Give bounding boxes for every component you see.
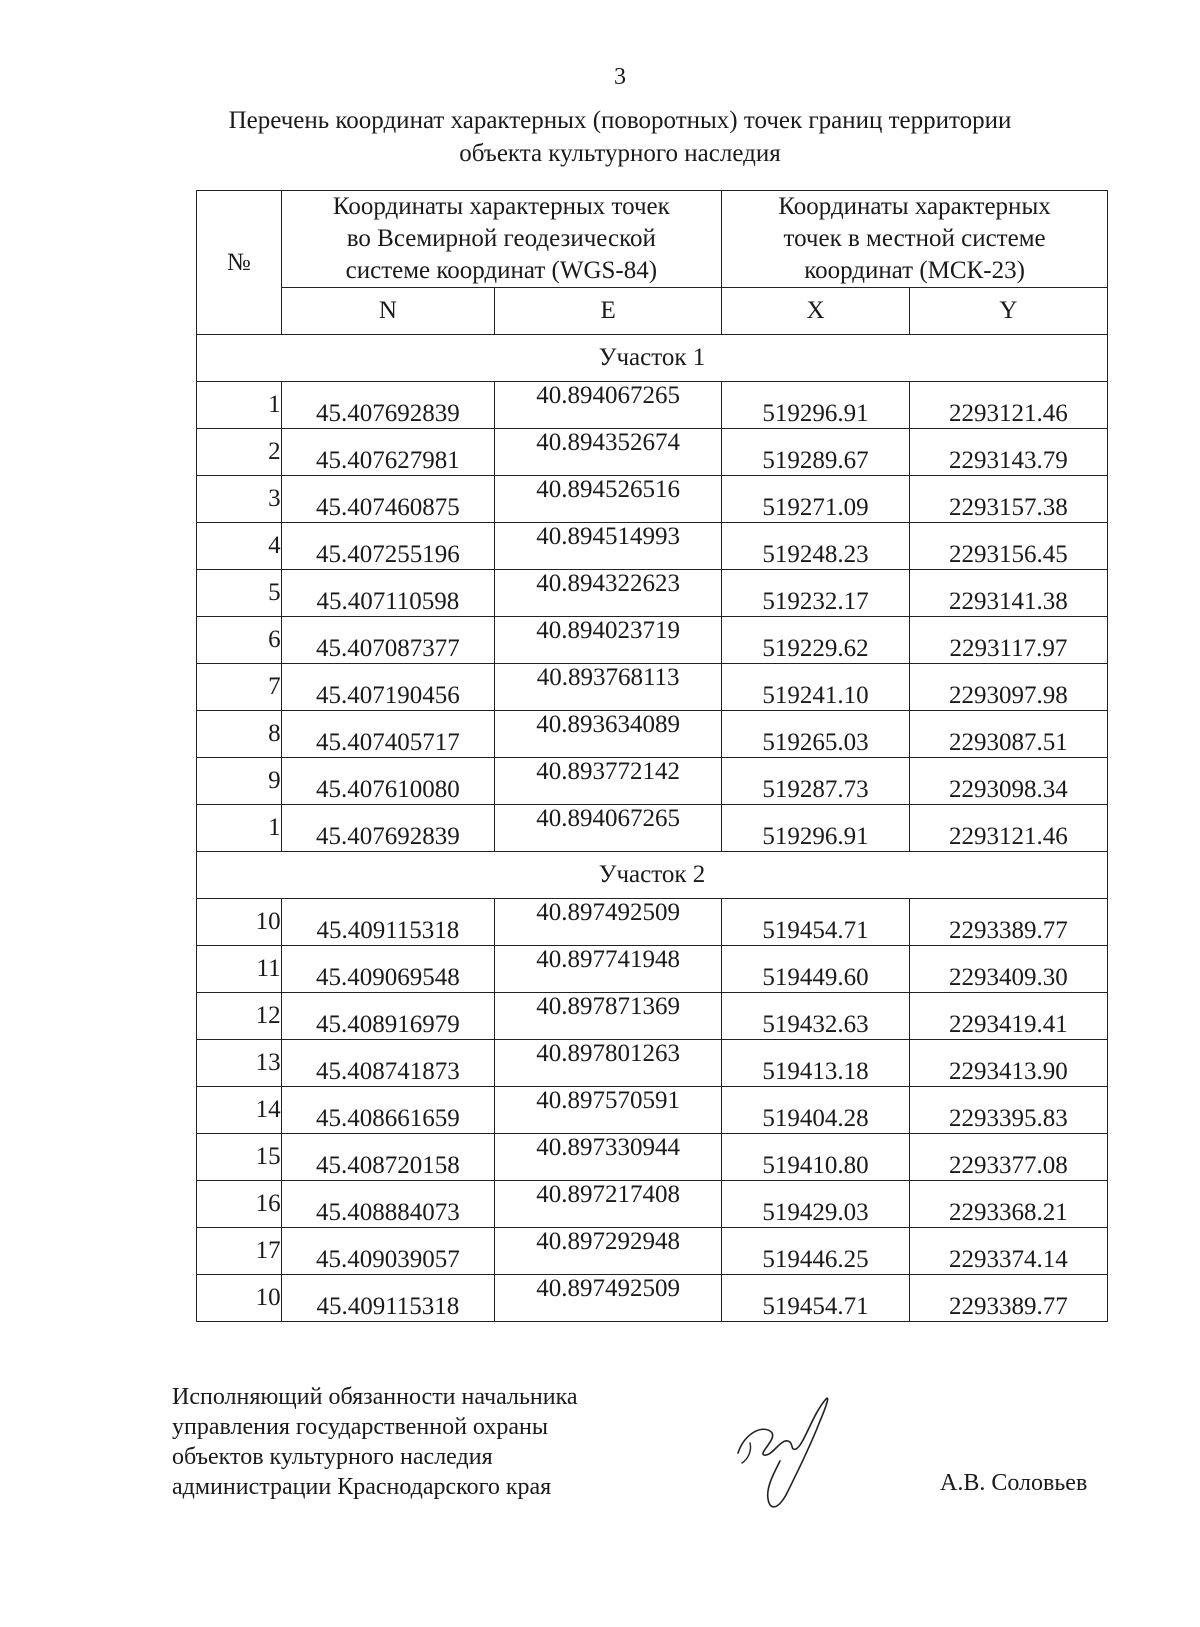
msk-y-cell: 2293121.46 — [909, 805, 1107, 852]
longitude-e-cell: 40.893768113 — [495, 664, 722, 711]
latitude-n-cell: 45.408741873 — [281, 1040, 495, 1087]
longitude-e-cell: 40.897330944 — [495, 1134, 722, 1181]
msk-x-cell: 519296.91 — [722, 382, 910, 429]
header-wgs84-line-1: Координаты характерных точек — [332, 193, 670, 220]
latitude-n-cell: 45.407190456 — [281, 664, 495, 711]
msk-x-cell: 519296.91 — [722, 805, 910, 852]
point-number-cell: 10 — [197, 899, 282, 946]
table-row — [197, 429, 1108, 476]
latitude-n-cell: 45.407692839 — [281, 805, 495, 852]
longitude-e-cell: 40.894352674 — [495, 429, 722, 476]
msk-y-cell: 2293117.97 — [909, 617, 1107, 664]
point-number-cell: 8 — [197, 711, 282, 758]
point-number-cell: 12 — [197, 993, 282, 1040]
header-wgs84-line-3: системе координат (WGS-84) — [345, 257, 658, 284]
msk-x-cell: 519454.71 — [722, 1275, 910, 1322]
longitude-e-cell: 40.897492509 — [495, 1275, 722, 1322]
signatory-position — [172, 1382, 578, 1502]
longitude-e-cell: 40.897292948 — [495, 1228, 722, 1275]
section-label: Участок 1 — [197, 335, 1108, 382]
page-number: 3 — [614, 64, 626, 90]
longitude-e-cell: 40.894067265 — [495, 805, 722, 852]
header-wgs84-line-2: во Всемирной геодезической — [346, 225, 656, 252]
msk-x-cell: 519229.62 — [722, 617, 910, 664]
header-msk23 — [722, 191, 1108, 288]
table-row — [197, 758, 1108, 805]
msk-x-cell: 519248.23 — [722, 523, 910, 570]
table-row — [197, 1040, 1108, 1087]
title-line-1: Перечень координат характерных (поворотных) точек границ территории — [228, 107, 1012, 134]
msk-x-cell: 519241.10 — [722, 664, 910, 711]
msk-x-cell: 519232.17 — [722, 570, 910, 617]
msk-x-cell: 519271.09 — [722, 476, 910, 523]
title-line-2: объекта культурного наследия — [459, 140, 781, 167]
header-x: X — [722, 288, 910, 335]
table-row — [197, 805, 1108, 852]
msk-x-cell: 519449.60 — [722, 946, 910, 993]
latitude-n-cell: 45.408720158 — [281, 1134, 495, 1181]
longitude-e-cell: 40.894514993 — [495, 523, 722, 570]
latitude-n-cell: 45.407610080 — [281, 758, 495, 805]
msk-x-cell: 519432.63 — [722, 993, 910, 1040]
signer-name: А.В. Соловьев — [940, 1470, 1088, 1496]
table-row — [197, 570, 1108, 617]
latitude-n-cell: 45.407627981 — [281, 429, 495, 476]
header-wgs84 — [281, 191, 722, 288]
table-row — [197, 1228, 1108, 1275]
table-row — [197, 476, 1108, 523]
section-label: Участок 2 — [197, 852, 1108, 899]
longitude-e-cell: 40.894322623 — [495, 570, 722, 617]
longitude-e-cell: 40.897570591 — [495, 1087, 722, 1134]
longitude-e-cell: 40.897217408 — [495, 1181, 722, 1228]
msk-x-cell: 519265.03 — [722, 711, 910, 758]
msk-x-cell: 519413.18 — [722, 1040, 910, 1087]
position-line-1: Исполняющий обязанности начальника — [172, 1384, 578, 1410]
latitude-n-cell: 45.407087377 — [281, 617, 495, 664]
handwritten-signature — [730, 1395, 840, 1515]
msk-y-cell: 2293121.46 — [909, 382, 1107, 429]
section-row — [197, 852, 1108, 899]
msk-y-cell: 2293389.77 — [909, 899, 1107, 946]
msk-y-cell: 2293097.98 — [909, 664, 1107, 711]
latitude-n-cell: 45.408661659 — [281, 1087, 495, 1134]
header-n: N — [281, 288, 495, 335]
longitude-e-cell: 40.894067265 — [495, 382, 722, 429]
msk-x-cell: 519446.25 — [722, 1228, 910, 1275]
longitude-e-cell: 40.894526516 — [495, 476, 722, 523]
latitude-n-cell: 45.409039057 — [281, 1228, 495, 1275]
point-number-cell: 13 — [197, 1040, 282, 1087]
table-row — [197, 617, 1108, 664]
longitude-e-cell: 40.897741948 — [495, 946, 722, 993]
table-row — [197, 382, 1108, 429]
point-number-cell: 1 — [197, 805, 282, 852]
section-row — [197, 335, 1108, 382]
longitude-e-cell: 40.893634089 — [495, 711, 722, 758]
msk-y-cell: 2293374.14 — [909, 1228, 1107, 1275]
point-number-cell: 6 — [197, 617, 282, 664]
msk-y-cell: 2293377.08 — [909, 1134, 1107, 1181]
latitude-n-cell: 45.407460875 — [281, 476, 495, 523]
point-number-cell: 4 — [197, 523, 282, 570]
msk-y-cell: 2293141.38 — [909, 570, 1107, 617]
msk-y-cell: 2293087.51 — [909, 711, 1107, 758]
table-row — [197, 664, 1108, 711]
msk-x-cell: 519454.71 — [722, 899, 910, 946]
latitude-n-cell: 45.409115318 — [281, 899, 495, 946]
longitude-e-cell: 40.894023719 — [495, 617, 722, 664]
latitude-n-cell: 45.409069548 — [281, 946, 495, 993]
msk-y-cell: 2293157.38 — [909, 476, 1107, 523]
msk-y-cell: 2293368.21 — [909, 1181, 1107, 1228]
table-row — [197, 1181, 1108, 1228]
point-number-cell: 2 — [197, 429, 282, 476]
longitude-e-cell: 40.893772142 — [495, 758, 722, 805]
msk-y-cell: 2293156.45 — [909, 523, 1107, 570]
point-number-cell: 1 — [197, 382, 282, 429]
header-e: E — [495, 288, 722, 335]
point-number-cell: 9 — [197, 758, 282, 805]
table-row — [197, 899, 1108, 946]
longitude-e-cell: 40.897871369 — [495, 993, 722, 1040]
point-number-cell: 11 — [197, 946, 282, 993]
point-number-cell: 5 — [197, 570, 282, 617]
header-msk23-line-3: координат (МСК-23) — [804, 257, 1025, 284]
point-number-cell: 14 — [197, 1087, 282, 1134]
table-row — [197, 993, 1108, 1040]
table-row — [197, 523, 1108, 570]
point-number-cell: 7 — [197, 664, 282, 711]
msk-y-cell: 2293143.79 — [909, 429, 1107, 476]
table-row — [197, 1087, 1108, 1134]
msk-y-cell: 2293419.41 — [909, 993, 1107, 1040]
msk-y-cell: 2293409.30 — [909, 946, 1107, 993]
latitude-n-cell: 45.408916979 — [281, 993, 495, 1040]
latitude-n-cell: 45.407405717 — [281, 711, 495, 758]
latitude-n-cell: 45.407692839 — [281, 382, 495, 429]
msk-y-cell: 2293413.90 — [909, 1040, 1107, 1087]
msk-y-cell: 2293098.34 — [909, 758, 1107, 805]
coordinates-table — [196, 190, 1108, 1322]
msk-x-cell: 519289.67 — [722, 429, 910, 476]
msk-y-cell: 2293389.77 — [909, 1275, 1107, 1322]
point-number-cell: 16 — [197, 1181, 282, 1228]
msk-x-cell: 519404.28 — [722, 1087, 910, 1134]
coordinates-body — [197, 335, 1108, 1322]
msk-x-cell: 519410.80 — [722, 1134, 910, 1181]
table-row — [197, 1134, 1108, 1181]
position-line-4: администрации Краснодарского края — [172, 1474, 552, 1500]
header-number: № — [197, 191, 282, 335]
header-msk23-line-1: Координаты характерных — [778, 193, 1051, 220]
header-y: Y — [909, 288, 1107, 335]
latitude-n-cell: 45.407110598 — [281, 570, 495, 617]
latitude-n-cell: 45.409115318 — [281, 1275, 495, 1322]
latitude-n-cell: 45.407255196 — [281, 523, 495, 570]
table-row — [197, 711, 1108, 758]
table-row — [197, 946, 1108, 993]
point-number-cell: 15 — [197, 1134, 282, 1181]
point-number-cell: 17 — [197, 1228, 282, 1275]
msk-y-cell: 2293395.83 — [909, 1087, 1107, 1134]
header-msk23-line-2: точек в местной системе — [783, 225, 1046, 252]
latitude-n-cell: 45.408884073 — [281, 1181, 495, 1228]
longitude-e-cell: 40.897801263 — [495, 1040, 722, 1087]
document-title — [150, 104, 1090, 170]
point-number-cell: 3 — [197, 476, 282, 523]
position-line-3: объектов культурного наследия — [172, 1444, 493, 1470]
longitude-e-cell: 40.897492509 — [495, 899, 722, 946]
point-number-cell: 10 — [197, 1275, 282, 1322]
msk-x-cell: 519287.73 — [722, 758, 910, 805]
table-row — [197, 1275, 1108, 1322]
position-line-2: управления государственной охраны — [172, 1414, 548, 1440]
msk-x-cell: 519429.03 — [722, 1181, 910, 1228]
